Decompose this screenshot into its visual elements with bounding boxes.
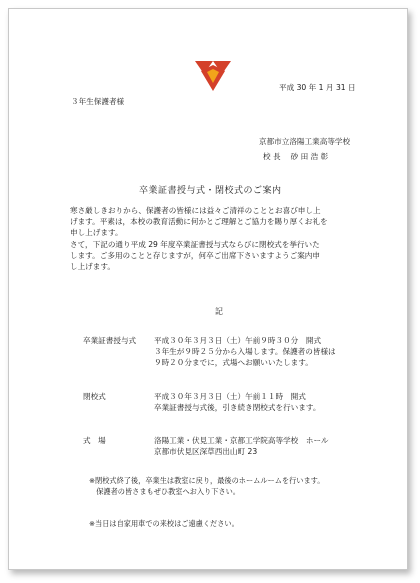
document-title: 卒業証書授与式・閉校式のご案内 [139,186,282,196]
document-page [8,8,408,570]
document-date: 平成 30 年 1 月 31 日 [279,83,356,92]
principal-name: 校 長 砂 田 浩 彰 [263,152,329,161]
school-name: 京都市立洛陽工業高等学校 [259,137,351,146]
detail-label-closing: 閉校式 [83,392,106,401]
greeting-paragraph: 寒さ厳しきおりから、保護者の皆様には益々ご清祥のこととお喜び申し上 げます。平素は，本校の教育活動に何かとご理解とご協力を賜り厚くお礼を 申し上げます。 [70,206,328,237]
detail-label-venue: 式 場 [83,436,106,445]
detail-body-ceremony: 平成３０年３月３日（土）午前９時３０分 開式 ３年生が９時２５分から入場します。保護者の皆様は ９時２０分までに，式場へお願いいたします。 [154,336,336,367]
announcement-paragraph: さて，下記の通り平成 29 年度卒業証書授与式ならびに閉校式を挙行いた します。ご多用のことと存じますが，何卒ご出席下さいますようご案内申 し上げます。 [70,240,320,271]
note-no-cars: ※当日は自家用車での来校はご遠慮ください。 [89,519,239,528]
detail-label-ceremony: 卒業証書授与式 [83,336,137,345]
ki-heading: 記 [215,307,223,316]
detail-body-venue: 洛陽工業・伏見工業・京都工学院高等学校 ホール 京都市伏見区深草西出山町 23 [154,436,329,456]
detail-body-closing: 平成３０年３月３日（土）午前１１時 開式 卒業証書授与式後，引き続き閉校式を行います。 [154,392,321,412]
note-homeroom: ※閉校式終了後，卒業生は教室に戻り，最後のホームルームを行います。 保護者の皆さまもぜひ教室へお入り下さい。 [89,476,325,496]
recipient: ３年生保護者様 [71,97,125,106]
school-emblem-icon [193,59,233,93]
